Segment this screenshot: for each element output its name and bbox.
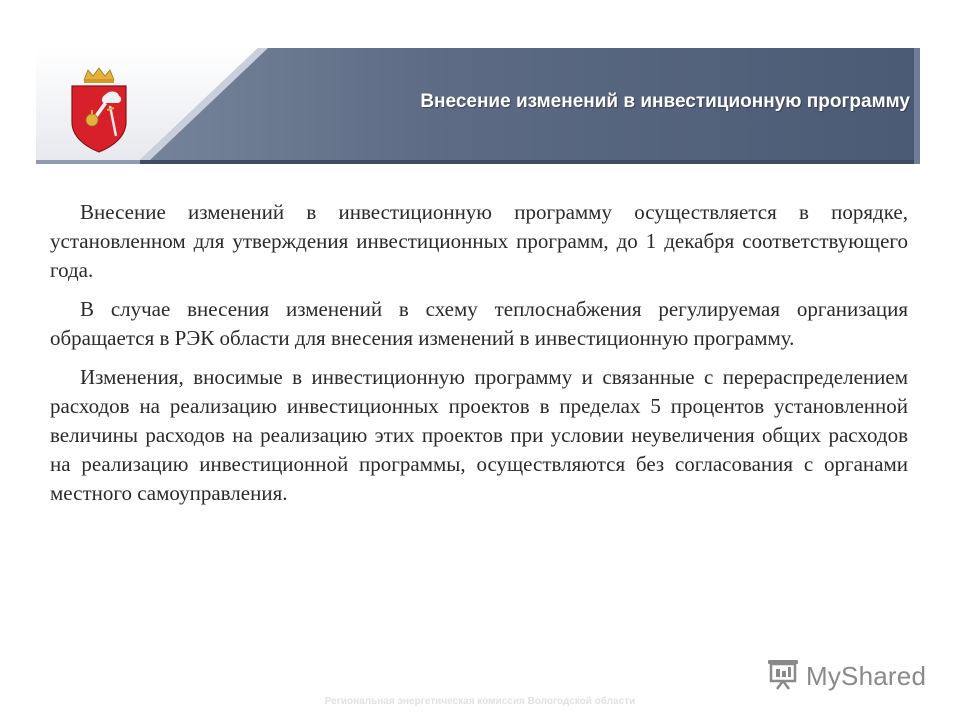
paragraph: В случае внесения изменений в схему теплоснабжения регулируемая организация обращается в РЭК области для внесения изменений в инвестиционную программу. bbox=[50, 297, 908, 350]
slide-title: Внесение изменений в инвестиционную программу bbox=[420, 91, 910, 112]
paragraph: Изменения, вносимые в инвестиционную программу и связанные с перераспределением расходов на реализацию инвестиционных проектов в пределах 5 процентов установленной величины расходов на реализацию этих проектов при условии неувеличения общих расходов на реализацию инвестиционной программы, осуществляются без согласования с органами местного самоуправления. bbox=[50, 365, 908, 505]
myshared-logo[interactable] bbox=[766, 656, 936, 696]
vologda-coat-of-arms-icon bbox=[64, 66, 134, 154]
footer-text: Региональная энергетическая комиссия Вологодской области bbox=[324, 696, 636, 707]
body-text bbox=[50, 198, 908, 518]
logo-text: MyShared bbox=[806, 660, 927, 691]
projector-screen-icon bbox=[766, 657, 800, 696]
paragraph: Внесение изменений в инвестиционную программу осуществляется в порядке, установленном для утверждения инвестиционных программ, до 1 декабря соответствующего года. bbox=[50, 200, 908, 282]
